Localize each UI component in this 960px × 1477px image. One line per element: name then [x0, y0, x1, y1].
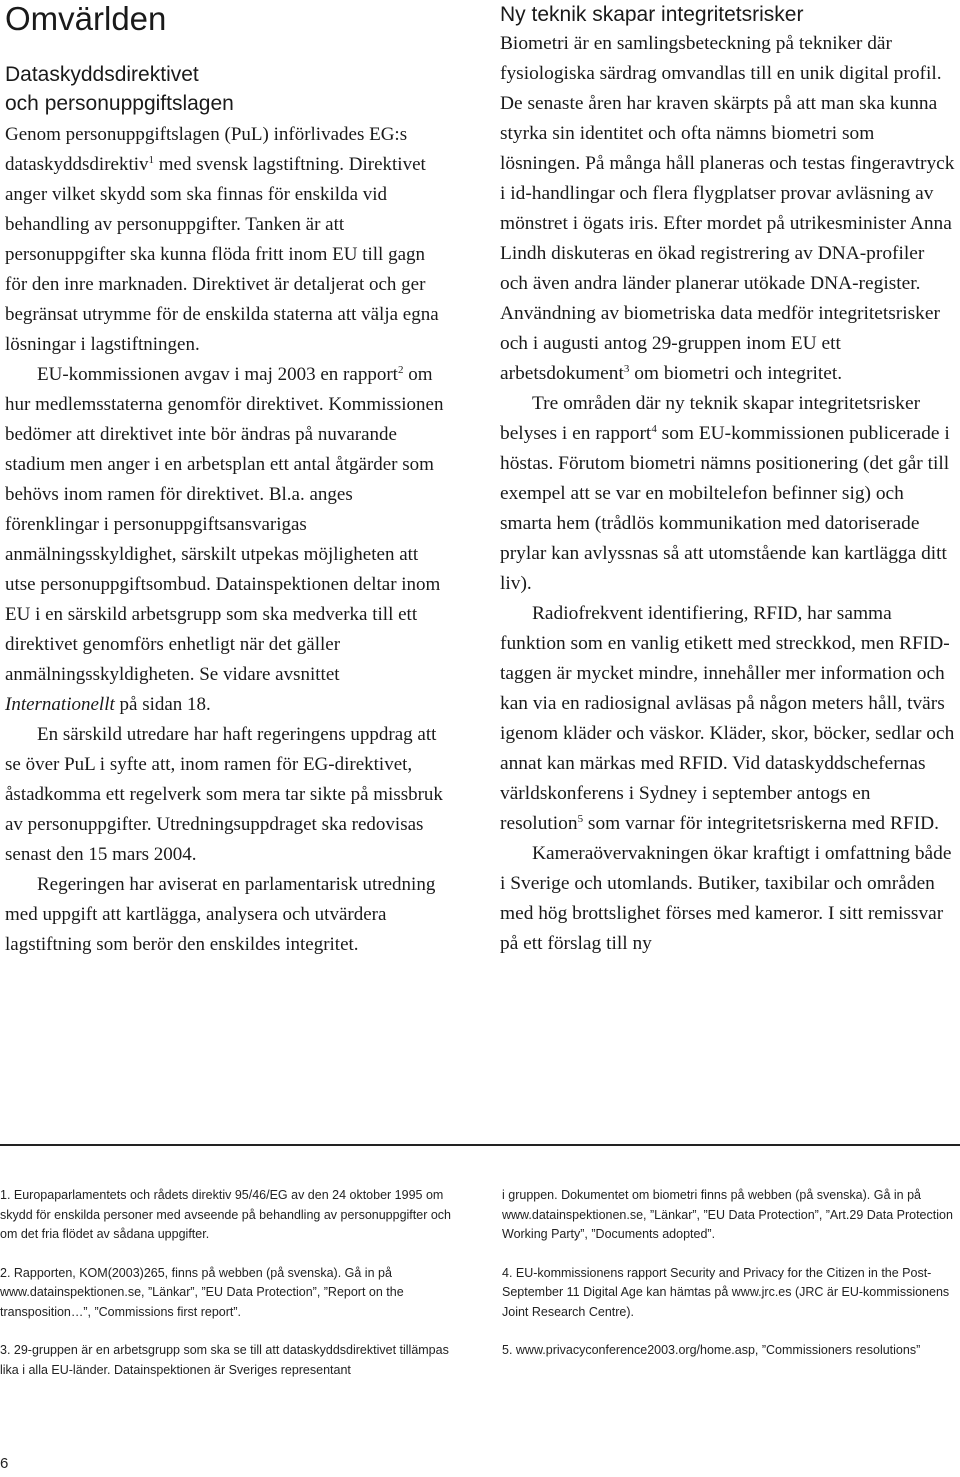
footnotes-right: [502, 1186, 957, 1380]
paragraph: [500, 29, 955, 389]
right-column: [500, 0, 955, 959]
heading-line-2: och personuppgiftslagen: [5, 92, 234, 115]
footnote-ref: 4: [651, 423, 657, 435]
footnote-4: 4. EU-kommissionens rapport Security and Privacy for the Citizen in the Post-September 11 Digital Age kan hämtas på www.jrc.es (JRC är EU-kommissionens Joint Research Centre).: [502, 1265, 950, 1319]
footnotes-left: [0, 1186, 470, 1399]
footnote-5: 5. www.privacyconference2003.org/home.asp, ”Commissioners resolutions”: [502, 1343, 921, 1357]
paragraph: Regeringen har aviserat en parlamentarisk utredning med uppgift att kartlägga, analysera och utvärdera lagstiftning som berör den enskildes integritet.: [5, 874, 436, 955]
left-column: [5, 0, 450, 960]
text-run: Genom personuppgiftslagen (PuL) införlivades EG:s dataskyddsdirektiv: [5, 124, 408, 175]
text-run: om biometri och integritet.: [629, 363, 843, 384]
page-number: 6: [0, 1455, 9, 1472]
paragraph: [5, 360, 450, 720]
text-run: som varnar för integritetsriskerna med RFID.: [583, 813, 940, 834]
footnote-3: 3. 29-gruppen är en arbetsgrupp som ska se till att dataskyddsdirektivet tillämpas lika i alla EU-länder. Datainspektionen är Sveriges representant: [0, 1343, 449, 1377]
section-heading-ny-teknik: Ny teknik skapar integritetsrisker: [500, 3, 804, 26]
heading-line-1: Dataskyddsdirektivet: [5, 63, 199, 86]
footnote-ref: 1: [148, 154, 155, 166]
text-run: på sidan 18.: [114, 694, 211, 715]
text-run: Tre områden där ny teknik skapar integritetsrisker belyses i en rapport: [500, 393, 921, 444]
paragraph: En särskild utredare har haft regeringens uppdrag att se över PuL i syfte att, inom ramen för EG-direktivet, åstadkomma ett regelverk som mera tar sikte på missbruk av personuppgifter. Utredningsuppdraget ska redovisas senast den 15 mars 2004.: [5, 724, 443, 865]
text-run: Biometri är en samlingsbeteckning på tekniker där fysiologiska särdrag omvandlas till en unik digital profil. De senaste åren har kraven skärpts på att man ska kunna styrka sin identitet och ofta nämns biometri som lösningen. På många håll planeras och testas fingeravtryck i id-handlingar och flera flygplatser provar avläsning av mönstret i ögats iris. Efter mordet på utrikesminister Anna Lindh diskuteras en ökad registrering av DNA-profiler och även andra länder planerar utökade DNA-register. Användning av biometriska data medför integritetsrisker och i augusti antog 29-gruppen inom EU ett arbetsdokument: [500, 33, 955, 384]
text-run: som EU-kommissionen publicerade i höstas. Förutom biometri nämns positionering (det går till exempel att se var en mobiltelefon befinner sig) och smarta hem (trådlös kommunikation med datoriserade prylar kan avlyssnas så att utomstående kan kartlägga ditt liv).: [500, 423, 950, 594]
page-title: Omvärlden: [5, 0, 167, 37]
text-run: Radiofrekvent identifiering, RFID, har samma funktion som en vanlig etikett med streckkod, men RFID-taggen är mycket mindre, innehåller mer information och kan via en radiosignal avläsas på någon meters håll, tvärs igenom kläder och väskor. Kläder, skor, böcker, sedlar och annat kan märkas med RFID. Vid dataskyddschefernas världskonferens i Sydney i september antogs en resolution: [500, 603, 955, 834]
footnote-1: 1. Europaparlamentets och rådets direktiv 95/46/EG av den 24 oktober 1995 om skydd för enskilda personer med avseende på behandling av personuppgifter och om det fria flödet av sådana uppgifter.: [0, 1188, 451, 1241]
footnote-ref: 2: [397, 364, 404, 376]
footnote-ref: 3: [623, 363, 630, 375]
text-run: EU-kommissionen avgav i maj 2003 en rapport: [37, 364, 398, 385]
text-run: med svensk lagstiftning. Direktivet anger vilket skydd som ska finnas för enskilda vid behandling av personuppgifter. Tanken är att personuppgifter ska kunna flöda fritt inom EU till gagn för den inre marknaden. Direktivet är detaljerat och ger begränsat utrymme för de enskilda staterna att välja egna lösningar i lagstiftningen.: [5, 154, 439, 355]
paragraph: [5, 120, 450, 360]
paragraph: Kameraövervakningen ökar kraftigt i omfattning både i Sverige och utomlands. Butiker, taxibilar och områden med hög brottslighet förses med kameror. I sitt remissvar på ett förslag till ny: [500, 843, 952, 954]
paragraph: [500, 599, 955, 839]
text-run: om hur medlemsstaterna genomför direktivet. Kommissionen bedömer att direktivet inte bör ändras på nuvarande stadium men anger i en arbetsplan ett antal åtgärder som behövs inom ramen för direktivet. Bl.a. anges förenklingar i personuppgiftsansvarigas anmälningsskyldighet, särskilt utpekas möjligheten att utse personuppgiftsombud. Datainspektionen deltar inom EU i en särskild arbetsgrupp som ska medverka till ett direktivet genomförs enhetligt när det gäller anmälningsskyldigheten. Se vidare avsnittet: [5, 364, 444, 685]
footnote-divider: [0, 1144, 960, 1146]
footnote-3-continued: i gruppen. Dokumentet om biometri finns på webben (på svenska). Gå in på www.datainspektionen.se, ”Länkar”, ”EU Data Protection”, ”Art.29 Data Protection Working Party”, ”Documents adopted”.: [502, 1188, 953, 1241]
footnote-2: 2. Rapporten, KOM(2003)265, finns på webben (på svenska). Gå in på www.datainspektionen.se, ”Länkar”, ”EU Data Protection”, ”Report on the transposition…”, ”Commissions first report”.: [0, 1265, 404, 1319]
section-heading-dataskydd: [5, 60, 450, 118]
paragraph: [500, 389, 955, 599]
footnote-ref: 5: [577, 813, 584, 825]
section-reference: Internationellt: [5, 694, 115, 715]
